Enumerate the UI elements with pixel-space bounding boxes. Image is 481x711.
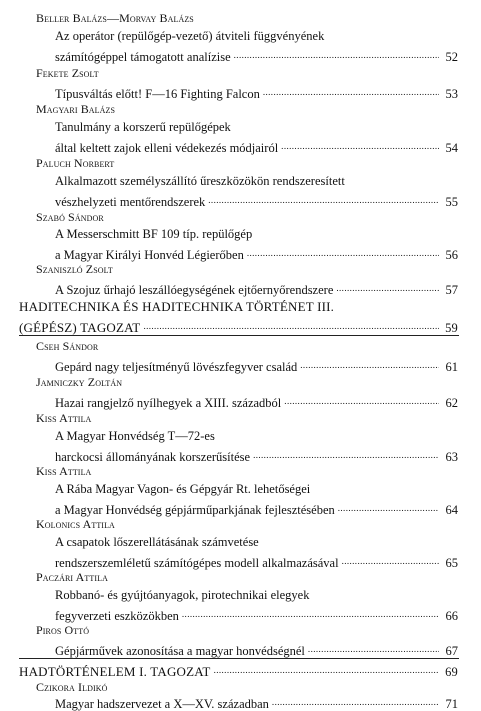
toc-entry-line[interactable] — [55, 280, 458, 297]
page-number: 61 — [445, 360, 458, 374]
toc-entry-line[interactable] — [55, 553, 458, 570]
entry-title-line: harckocsi állományának korszerűsítése — [55, 450, 251, 464]
entry-title-line: Gépjárművek azonosítása a magyar honvédségnél — [55, 644, 305, 658]
author-name: Beller Balázs—Morvay Balázs — [36, 11, 194, 25]
section-heading-line[interactable] — [19, 662, 458, 679]
entry-title-line: fegyverzeti eszközökben — [55, 609, 179, 623]
toc-entry-line[interactable] — [55, 357, 458, 374]
entry-title-line: Tanulmány a korszerű repülőgépek — [55, 120, 231, 134]
page-number: 67 — [445, 644, 458, 658]
entry-title-line: által keltett zajok elleni védekezés módjairól — [55, 141, 279, 155]
section-heading: (GÉPÉSZ) TAGOZAT — [19, 320, 141, 335]
page-number: 62 — [445, 396, 458, 410]
dot-leader — [234, 47, 439, 61]
author-name: Szaniszló Zsolt — [36, 262, 113, 276]
page-number: 66 — [445, 609, 458, 623]
toc-entry-line[interactable] — [55, 694, 458, 711]
section-heading: HADITECHNIKA ÉS HADITECHNIKA TÖRTÉNET III. — [19, 299, 335, 314]
entry-title-line: Az operátor (repülőgép-vezető) átviteli függvényének — [55, 29, 325, 43]
entry-title-line: Gepárd nagy teljesítményű lövészfegyver család — [55, 360, 298, 374]
dot-leader — [281, 138, 439, 152]
entry-title-line: A Magyar Honvédség T—72-es — [55, 429, 215, 443]
entry-title-line: Alkalmazott személyszállító űreszközökön rendszeresített — [55, 174, 345, 188]
entry-title-line: Robbanó- és gyújtóanyagok, pirotechnikai elegyek — [55, 588, 310, 602]
entry-title-line: A Szojuz űrhajó leszállóegységének ejtőernyőrendszere — [55, 283, 334, 297]
page-number: 59 — [445, 321, 458, 335]
dot-leader — [336, 280, 439, 294]
author-name: Magyari Balázs — [36, 102, 116, 116]
page-number: 55 — [445, 195, 458, 209]
page-number: 53 — [445, 87, 458, 101]
entry-title-line: A Rába Magyar Vagon- és Gépgyár Rt. lehetőségei — [55, 482, 311, 496]
page-number: 71 — [445, 697, 458, 711]
section-heading-line[interactable] — [19, 318, 458, 335]
author-name: Kiss Attila — [36, 464, 92, 478]
dot-leader — [272, 694, 439, 708]
section-heading: HADTÖRTÉNELEM I. TAGOZAT — [19, 664, 211, 679]
toc-entry-line[interactable] — [55, 47, 458, 64]
dot-leader — [308, 641, 439, 655]
page-number: 57 — [445, 283, 458, 297]
author-name: Kolonics Attila — [36, 517, 115, 531]
toc-entry-line[interactable] — [55, 447, 458, 464]
dot-leader — [182, 606, 439, 620]
entry-title-line: A Messerschmitt BF 109 típ. repülőgép — [55, 227, 253, 241]
section-divider — [19, 335, 459, 336]
dot-leader — [247, 245, 439, 259]
toc-entry-line[interactable] — [55, 500, 458, 517]
dot-leader — [208, 192, 439, 206]
page-number: 64 — [445, 503, 458, 517]
dot-leader — [342, 553, 439, 567]
toc-entry-line[interactable] — [55, 606, 458, 623]
entry-title-line: Hazai rangjelző nyílhegyek a XIII. századból — [55, 396, 282, 410]
dot-leader — [284, 393, 439, 407]
toc-entry-line[interactable] — [55, 393, 458, 410]
dot-leader — [263, 84, 439, 98]
entry-title-line: a Magyar Honvédség gépjárműparkjának fejlesztésében — [55, 503, 335, 517]
entry-title-line: Magyar hadszervezet a X—XV. században — [55, 697, 269, 711]
section-divider — [19, 658, 459, 659]
author-name: Jamniczky Zoltán — [36, 375, 123, 389]
page-number: 54 — [445, 141, 458, 155]
entry-title-line: számítógéppel támogatott analízise — [55, 50, 231, 64]
page-number: 63 — [445, 450, 458, 464]
page-number: 52 — [445, 50, 458, 64]
entry-title-line: rendszerszemléletű számítógépes modell alkalmazásával — [55, 556, 339, 570]
toc-entry-line[interactable] — [55, 84, 458, 101]
author-name: Cseh Sándor — [36, 339, 99, 353]
dot-leader — [214, 662, 439, 676]
entry-title-line: a Magyar Királyi Honvéd Légierőben — [55, 248, 244, 262]
author-name: Paluch Norbert — [36, 156, 115, 170]
author-name: Czikora Ildikó — [36, 680, 108, 694]
entry-title-line: A csapatok lőszerellátásának számvetése — [55, 535, 259, 549]
toc-entry-line[interactable] — [55, 192, 458, 209]
dot-leader — [143, 318, 439, 332]
author-name: Szabó Sándor — [36, 210, 104, 224]
toc-entry-line[interactable] — [55, 138, 458, 155]
toc-entry-line[interactable] — [55, 641, 458, 658]
page-number: 65 — [445, 556, 458, 570]
entry-title-line: vészhelyzeti mentőrendszerek — [55, 195, 206, 209]
author-name: Kiss Attila — [36, 411, 92, 425]
author-name: Paczári Attila — [36, 570, 108, 584]
dot-leader — [338, 500, 439, 514]
page-number: 56 — [445, 248, 458, 262]
entry-title-line: Típusváltás előtt! F—16 Fighting Falcon — [55, 87, 260, 101]
author-name: Piros Ottó — [36, 623, 90, 637]
toc-entry-line[interactable] — [55, 245, 458, 262]
dot-leader — [300, 357, 439, 371]
dot-leader — [253, 447, 439, 461]
page-number: 69 — [445, 665, 458, 679]
author-name: Fekete Zsolt — [36, 66, 99, 80]
